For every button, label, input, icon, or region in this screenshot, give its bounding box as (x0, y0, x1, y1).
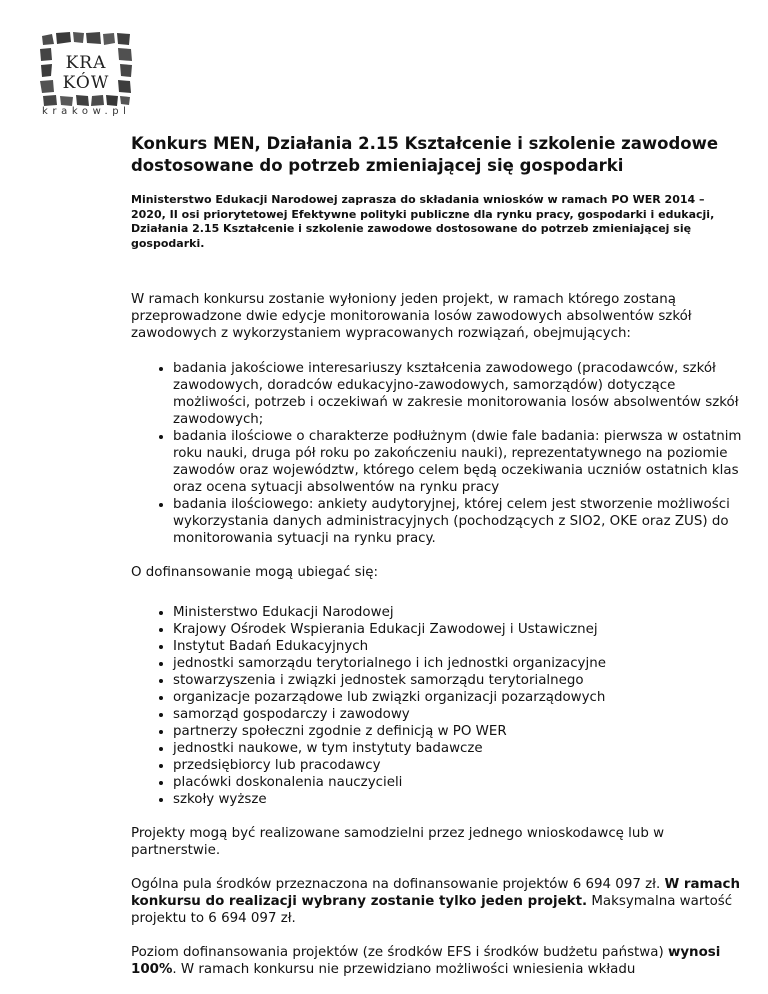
budget-highlight: W ramach konkursu do realizacji wybrany zostanie tylko jeden projekt. (131, 877, 741, 910)
list-item: • placówki doskonalenia nauczycieli (173, 774, 743, 791)
list-item: • Krajowy Ośrodek Wspierania Edukacji Zawodowej i Ustawicznej (173, 621, 743, 638)
budget-max-value: Maksymalna wartość projektu to 6 694 097 zł. (131, 894, 733, 927)
funding-rate: wynosi 100% (131, 945, 721, 978)
article (131, 133, 743, 978)
list-item: • organizacje pozarządowe lub związki organizacji pozarządowych (173, 689, 743, 706)
list-item: • jednostki samorządu terytorialnego i ich jednostki organizacyjne (173, 655, 743, 672)
list-item: • partnerzy społeczni zgodnie z definicją w PO WER (173, 723, 743, 740)
article-lead: Ministerstwo Edukacji Narodowej zaprasza do składania wniosków w ramach PO WER 2014 – 2020, II osi priorytetowej Efektywne polityki publiczne dla rynku pracy, gospodarki i edukacji, Działania 2.15 Kształcenie i szkolenie zawodowe dostosowane do potrzeb zmieniającej się gospodarki. (131, 193, 715, 250)
partnership-paragraph: Projekty mogą być realizowane samodzielni przez jednego wnioskodawcę lub w partnerstwie. (131, 826, 665, 859)
intro-paragraph: W ramach konkursu zostanie wyłoniony jeden projekt, w ramach którego zostaną przeprowadzone dwie edycje monitorowania losów zawodowych absolwentów szkół zawodowych z wykorzystaniem wypracowanych rozwiązań, obejmujących: (131, 292, 692, 342)
research-list (131, 360, 743, 547)
logo-url: krakow.pl (42, 106, 131, 117)
funding-paragraph (131, 944, 743, 978)
list-item: • stowarzyszenia i związki jednostek samorządu terytorialnego (173, 672, 743, 689)
list-item: • jednostki naukowe, w tym instytuty badawcze (173, 740, 743, 757)
list-item: • badania jakościowe interesariuszy kształcenia zawodowego (pracodawców, szkół zawodowych, doradców edukacyjno-zawodowych, samorządów) dotyczące możliwości, potrzeb i oczekiwań w zakresie monitorowania losów absolwentów szkół zawodowych; (173, 360, 743, 428)
funding-text: Poziom dofinansowania projektów (ze środków EFS i środków budżetu państwa) (131, 945, 664, 961)
eligible-entities-list (131, 604, 743, 808)
list-item: • szkoły wyższe (173, 791, 743, 808)
list-item: • Ministerstwo Edukacji Narodowej (173, 604, 743, 621)
budget-text: Ogólna pula środków przeznaczona na dofinansowanie projektów 6 694 097 zł. (131, 877, 661, 893)
krakow-logo-mark (40, 30, 134, 106)
logo-line-2: KÓW (62, 73, 110, 93)
list-item: • Instytut Badań Edukacyjnych (173, 638, 743, 655)
budget-paragraph (131, 876, 743, 927)
list-item: • badania ilościowego: ankiety audytoryjnej, której celem jest stworzenie możliwości wykorzystania danych administracyjnych (pochodzących z SIO2, OKE oraz ZUS) do monitorowania sytuacji na rynku pracy. (173, 496, 743, 547)
list-item: • samorząd gospodarczy i zawodowy (173, 706, 743, 723)
list-item: • badania ilościowe o charakterze podłużnym (dwie fale badania: pierwsza w ostatnim roku nauki, druga pół roku po zakończeniu nauki), reprezentatywnego na poziomie zawodów oraz województw, którego celem będą oczekiwania uczniów ostatnich klas oraz ocena sytuacji absolwentów na rynku pracy (173, 428, 743, 496)
eligibility-intro: O dofinansowanie mogą ubiegać się: (131, 565, 379, 581)
funding-text-continued: . W ramach konkursu nie przewidziano możliwości wniesienia wkładu (172, 962, 636, 978)
logo-line-1: KRA (65, 53, 107, 73)
list-item: • przedsiębiorcy lub pracodawcy (173, 757, 743, 774)
article-title: Konkurs MEN, Działania 2.15 Kształcenie i szkolenie zawodowe dostosowane do potrzeb zmieniającej się gospodarki (131, 134, 719, 175)
